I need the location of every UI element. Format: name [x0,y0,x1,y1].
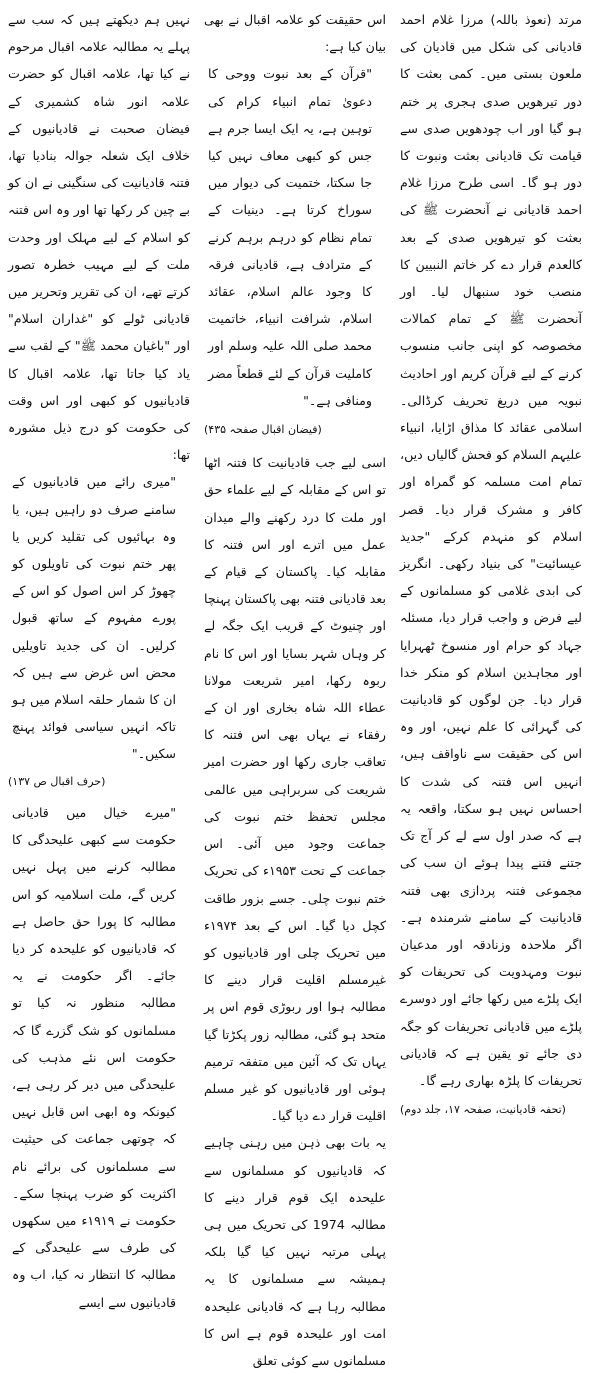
source-citation: (حرف اقبال ص ۱۳۷) [8,774,106,788]
iqbal-quote: "میرے خیال میں قادیانی حکومت سے کبھی علیحدگی کا مطالبہ کرنے میں پہل نہیں کریں گے، ملت اسلامیہ کو اس مطالبہ کا پورا حق حاصل ہے کہ قادیانیوں کو علیحدہ کر دیا جائے۔ اگر حکومت نے یہ مطالبہ منظور نہ کیا تو مسلمانوں کو شک گزرے گا کہ حکومت اس نئے مذہب کی علیحدگی میں دیر کر رہی ہے، کیونکہ وہ ابھی اس قابل نہیں کہ چوتھی جماعت کی حیثیت سے مسلمانوں کی برائے نام اکثریت کو ضرب پہنچا سکے۔ حکومت نے ۱۹۱۹ء میں سکھوں کی طرف سے علیحدگی کے مطالبہ کا انتظار نہ کیا، اب وہ قادیانیوں سے ایسے [12,804,176,1310]
paragraph: نہیں ہم دیکھتے ہیں کہ سب سے پہلے یہ مطالبہ علامہ اقبال مرحوم نے کیا تھا، علامہ اقبال کو حضرت علامہ انور شاہ کشمیری کے فیضان صحبت نے قادیانیوں کے خلاف ایک شعلہ جوالہ بنادیا تھا، فتنہ قادیانیت کی سنگینی نے ان کو بے چین کر رکھا تھا اور وہ اس فتنہ کو اسلام کے لیے مہلک اور وحدت ملت کے لیے مہیب خطرہ تصور کرتے تھے، ان کی تقریر وتحریر میں قادیانی ٹولے کو "غداران اسلام" اور "باغیان محمد ﷺ" کے لقب سے یاد کیا جاتا تھا، علامہ اقبال کا قادیانیوں کو کبھی اور اس وقت کی حکومت کو درج ذیل مشورہ تھا: [8,12,190,463]
paragraph: اس حقیقت کو علامہ اقبال نے بھی بیان کیا ہے: [204,12,386,55]
column-right [400,6,582,1117]
iqbal-quote: "قرآن کے بعد نبوت ووحی کا دعویٰ تمام انبیاء کرام کی توہین ہے، یہ ایک ایسا جرم ہے جس کو کبھی معاف نہیں کیا جا سکتا، ختمیت کی دیوار میں سوراخ کرتا ہے۔ دینیات کے تمام نظام کو درہم برہم کرنے کے مترادف ہے، قادیانی فرقہ کا وجود عالم اسلام، عقائد اسلام، شرافت انبیاء، خاتمیت محمد صلی اللہ علیہ وسلم اور کاملیت قرآن کے لئے قطعاً مضر ومنافی ہے۔" [208,66,372,408]
paragraph: مرتد (نعوذ باللہ) مرزا غلام احمد قادیانی کی شکل میں قادیان کی ملعون بستی میں۔ کمی بعثت کا دور تیرھویں صدی ہجری پر ختم ہو گیا اور اب چودھویں صدی سے قیامت تک قادیانی بعثت ونبوت کا دور ہو گا۔ اسی طرح مرزا غلام احمد قادیانی نے آنحضرت ﷺ کی بعثت کو تیرھویں صدی کے بعد کالعدم قرار دے کر خاتم النبیین کا منصب خود سنبھال لیا۔ اور آنحضرت ﷺ کے تمام کمالات مخصوصہ کو اپنی جانب منسوب کرنے کے لیے قرآن کریم اور احادیث نبویہ میں دریغ تحریف کرڈالی۔ اسلامی عقائد کا مذاق اڑایا، انبیاء علیہم السلام کو فحش گالیاں دیں، تمام امت مسلمہ کو گمراہ اور کافر و مشرک قرار دیا۔ قصر اسلام کو منہدم کرکے "جدید عیسائیت" کی بنیاد رکھی۔ انگریز کی ابدی غلامی کو مسلمانوں کے لیے فرض و واجب قرار دیا، مسئلہ جہاد کو حرام اور منسوخ ٹھہرایا اور مجاہدین اسلام کو منکر خدا قرار دیا۔ جن لوگوں کو قادیانیت کی گہرائی کا علم نہیں، اور وہ اس کی حقیقت سے ناواقف ہیں، انہیں اس فتنہ کی شدت کا احساس نہیں ہو سکتا، واقعہ یہ ہے کہ صدر اول سے لے کر آج تک جتنے فتنے پیدا ہوئے ان سب کی مجموعی فتنہ پردازی بھی فتنہ قادیانیت کے سامنے شرمندہ ہے۔ اگر ملاحدہ وزنادقہ اور مدعیان نبوت ومہدویت کی تحریفات کو ایک پلڑے میں رکھا جائے اور دوسرے پلڑے میں قادیانی تحریفات کو جگہ دی جائے تو یقین ہے کہ قادیانی تحریفات کا پلڑہ بھاری رہے گا۔ [400,12,582,1088]
source-citation: (تحفہ قادیانیت، صفحہ ۱۷، جلد دوم) [400,1103,566,1117]
paragraph: یہ بات بھی ذہن میں رہنی چاہیے کہ قادیانیوں کو مسلمانوں سے علیحدہ ایک قوم قرار دینے کا مطالبہ 1974 کی تحریک میں ہی پہلی مرتبہ نہیں کیا گیا بلکہ ہمیشہ سے مسلمانوں کا یہ مطالبہ رہا ہے کہ قادیانی علیحدہ امت اور علیحدہ قوم ہے اس کا مسلمانوں سے کوئی تعلق [204,1135,387,1368]
paragraph: اسی لیے جب قادیانیت کا فتنہ اٹھا تو اس کے مقابلہ کے لیے علماء حق اور ملت کا درد رکھنے والے میدان عمل میں اترے اور اس فتنہ کا مقابلہ کیا۔ پاکستان کے قیام کے بعد قادیانی فتنہ بھی پاکستان پہنچا اور چنیوٹ کے قریب ایک جگہ لے کر وہاں شہر بسایا اور اس کا نام ربوہ رکھا، امیر شریعت مولانا عطاء اللہ شاہ بخاری اور ان کے رفقاء نے یہاں بھی اس فتنہ کا تعاقب جاری رکھا اور حضرت امیر شریعت کی سربراہی میں عالمی مجلس تحفظ ختم نبوت کی جماعت وجود میں آئی۔ اس جماعت کے تحت ۱۹۵۳ء کی تحریک ختم نبوت چلی۔ جسے بزور طاقت کچل دیا گیا۔ اس کے بعد ۱۹۷۴ء میں تحریک چلی اور قادیانیوں کو غیرمسلم اقلیت قرار دینے کا مطالبہ ہوا اور ربوڑی قوم اس پر متحد ہو گئی، مطالبہ زور پکڑتا گیا یہاں تک کہ آئین میں متفقہ ترمیم ہوئی اور قادیانیوں کو غیر مسلم اقلیت قرار دے دیا گیا۔ [204,455,387,1124]
iqbal-quote: "میری رائے میں قادیانیوں کے سامنے صرف دو راہیں ہیں، یا وہ بہائیوں کی تقلید کریں یا پھر ختم نبوت کی تاویلوں کو چھوڑ کر اس اصول کو اس کے پورے مفہوم کے ساتھ قبول کرلیں۔ ان کی جدید تاویلیں محض اس غرض سے ہیں کہ ان کا شمار حلقہ اسلام میں ہو تاکہ انہیں سیاسی فوائد پہنچ سکیں۔" [12,474,176,762]
source-citation: (فیضان اقبال صفحہ ۴۳۵) [204,423,322,437]
column-left [8,6,190,1310]
column-middle [204,6,387,1368]
